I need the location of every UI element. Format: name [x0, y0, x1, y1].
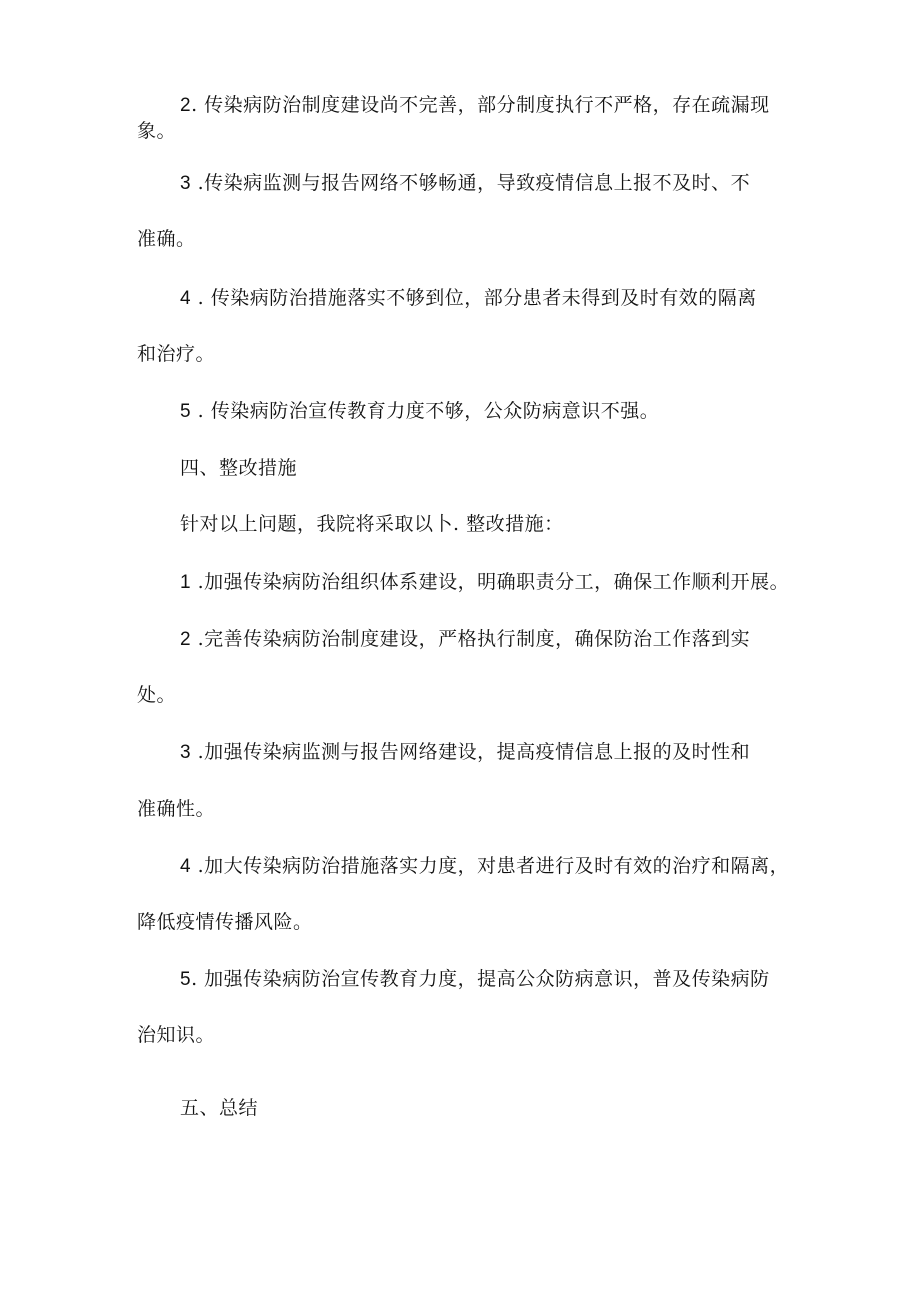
- paragraph-line: 5 . 传染病防治宣传教育力度不够，公众防病意识不强。: [180, 400, 660, 422]
- paragraph-line: 降低疫情传播风险。: [137, 911, 313, 933]
- paragraph-line: 2. 传染病防治制度建设尚不完善，部分制度执行不严格，存在疏漏现: [180, 94, 770, 116]
- section-heading: 四、整改措施: [180, 457, 298, 479]
- paragraph-line: 准确性。: [137, 798, 216, 820]
- paragraph-line: 象。: [137, 120, 177, 142]
- paragraph-line: 1 .加强传染病防治组织体系建设，明确职责分工，确保工作顺利开展。: [180, 571, 790, 593]
- paragraph-line: 4 .加大传染病防治措施落实力度，对患者进行及时有效的治疗和隔离，: [180, 855, 790, 877]
- paragraph-line: 处。: [137, 684, 177, 706]
- paragraph-line: 3 .传染病监测与报告网络不够畅通，导致疫情信息上报不及时、不: [180, 172, 751, 194]
- paragraph-line: 4 . 传染病防治措施落实不够到位，部分患者未得到及时有效的隔离: [180, 287, 757, 309]
- paragraph-line: 针对以上问题，我院将采取以卜. 整改措施：: [180, 513, 564, 535]
- paragraph-line: 治知识。: [137, 1024, 216, 1046]
- paragraph-line: 和治疗。: [137, 343, 216, 365]
- section-heading: 五、总结: [180, 1097, 259, 1119]
- paragraph-line: 2 .完善传染病防治制度建设，严格执行制度，确保防治工作落到实: [180, 628, 751, 650]
- paragraph-line: 5. 加强传染病防治宣传教育力度，提高公众防病意识，普及传染病防: [180, 968, 770, 990]
- paragraph-line: 3 .加强传染病监测与报告网络建设，提高疫情信息上报的及时性和: [180, 741, 751, 763]
- paragraph-line: 准确。: [137, 228, 196, 250]
